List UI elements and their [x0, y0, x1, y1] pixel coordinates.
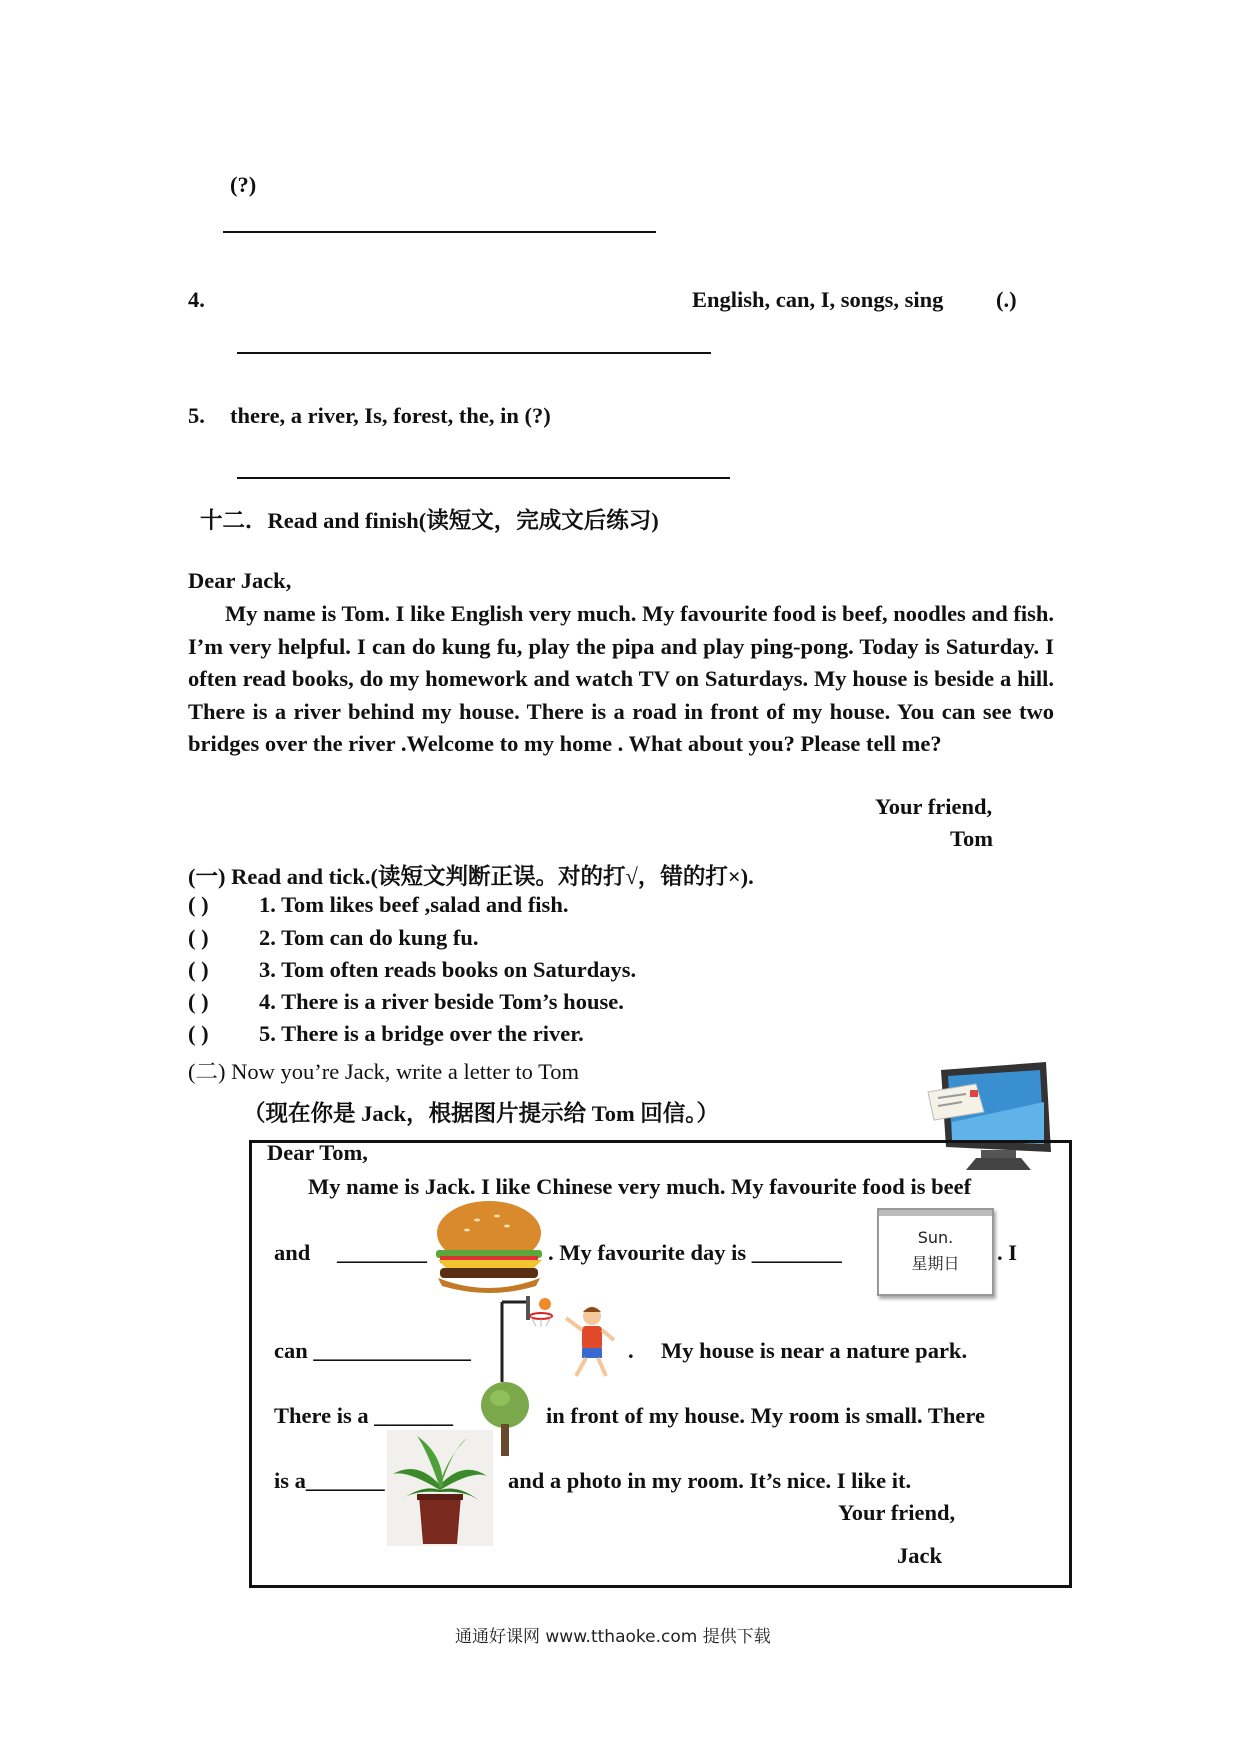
q4-words: English, can, I, songs, sing [692, 287, 944, 312]
statement-2: 2. Tom can do kung fu. [259, 925, 479, 950]
tick-paren-5[interactable]: ( ) [188, 1021, 209, 1046]
q3-answer-line [223, 231, 656, 233]
statement-3: 3. Tom often reads books on Saturdays. [259, 957, 637, 982]
tick-paren-2[interactable]: ( ) [188, 925, 209, 950]
reply-house: My house is near a nature park. [661, 1338, 968, 1363]
basketball-icon [496, 1296, 622, 1384]
page-footer: 通通好课网 www.tthaoke.com 提供下载 [455, 1627, 771, 1647]
q4-answer-line [237, 352, 711, 354]
reply-photo: and a photo in my room. It’s nice. I like it. [508, 1468, 912, 1493]
reply-signature: Jack [897, 1543, 942, 1568]
section-12-heading: 十二．Read and finish(读短文，完成文后练习) [200, 508, 659, 533]
blank-is-a[interactable]: is a_______ [274, 1468, 385, 1493]
tick-paren-1[interactable]: ( ) [188, 892, 209, 917]
blank-can[interactable]: can ______________ [274, 1338, 471, 1363]
blank-there-is-a[interactable]: There is a _______ [274, 1403, 453, 1428]
tick-paren-3[interactable]: ( ) [188, 957, 209, 982]
letter-body: My name is Tom. I like English very much. My favourite food is beef, noodles and fish. I’m very helpful. I can do kung fu, play the pipa and play ping-pong. Today is Saturday. I often read books, do my homework and watch TV on Saturdays. My house is beside a hill. There is a river behind my house. There is a road in front of my house. You can see two bridges over the river .Welcome to my home . What about you? Please tell me? [188, 601, 1054, 757]
q5-words: there, a river, Is, forest, the, in (?) [230, 403, 551, 428]
letter-closing: Your friend, [875, 794, 993, 819]
calendar-day-en: Sun. [917, 1228, 954, 1247]
reply-dot: . [628, 1338, 634, 1363]
q3-punctuation: (?) [230, 172, 257, 197]
statement-5: 5. There is a bridge over the river. [259, 1021, 584, 1046]
reply-favourite-day: . My favourite day is ________ [548, 1240, 842, 1265]
statement-4: 4. There is a river beside Tom’s house. [259, 989, 624, 1014]
part2-instruction: （现在你是 Jack，根据图片提示给 Tom 回信。） [243, 1101, 720, 1126]
blank-food[interactable]: ________ [337, 1240, 427, 1265]
reply-closing: Your friend, [838, 1500, 956, 1525]
q4-number: 4. [188, 287, 205, 312]
calendar-icon [877, 1208, 994, 1296]
reply-and: and [274, 1240, 311, 1265]
reply-i: . I [997, 1240, 1018, 1265]
tick-paren-4[interactable]: ( ) [188, 989, 209, 1014]
potted-plant-icon [387, 1430, 493, 1546]
reply-greeting: Dear Tom, [267, 1140, 368, 1165]
letter-signature: Tom [950, 826, 993, 851]
q5-answer-line [237, 477, 730, 479]
part1-heading: (一) Read and tick.(读短文判断正误。对的打√，错的打×). [188, 864, 754, 889]
reply-front: in front of my house. My room is small. There [546, 1403, 985, 1428]
q5-number: 5. [188, 403, 205, 428]
reply-line-1: My name is Jack. I like Chinese very much. My favourite food is beef [308, 1174, 972, 1199]
hamburger-icon [432, 1198, 547, 1298]
statement-1: 1. Tom likes beef ,salad and fish. [259, 892, 569, 917]
calendar-day-cn: 星期日 [911, 1254, 960, 1273]
letter-greeting: Dear Jack, [188, 568, 292, 593]
part2-heading: (二) Now you’re Jack, write a letter to Tom [188, 1059, 580, 1084]
q4-punctuation: (.) [996, 287, 1017, 312]
